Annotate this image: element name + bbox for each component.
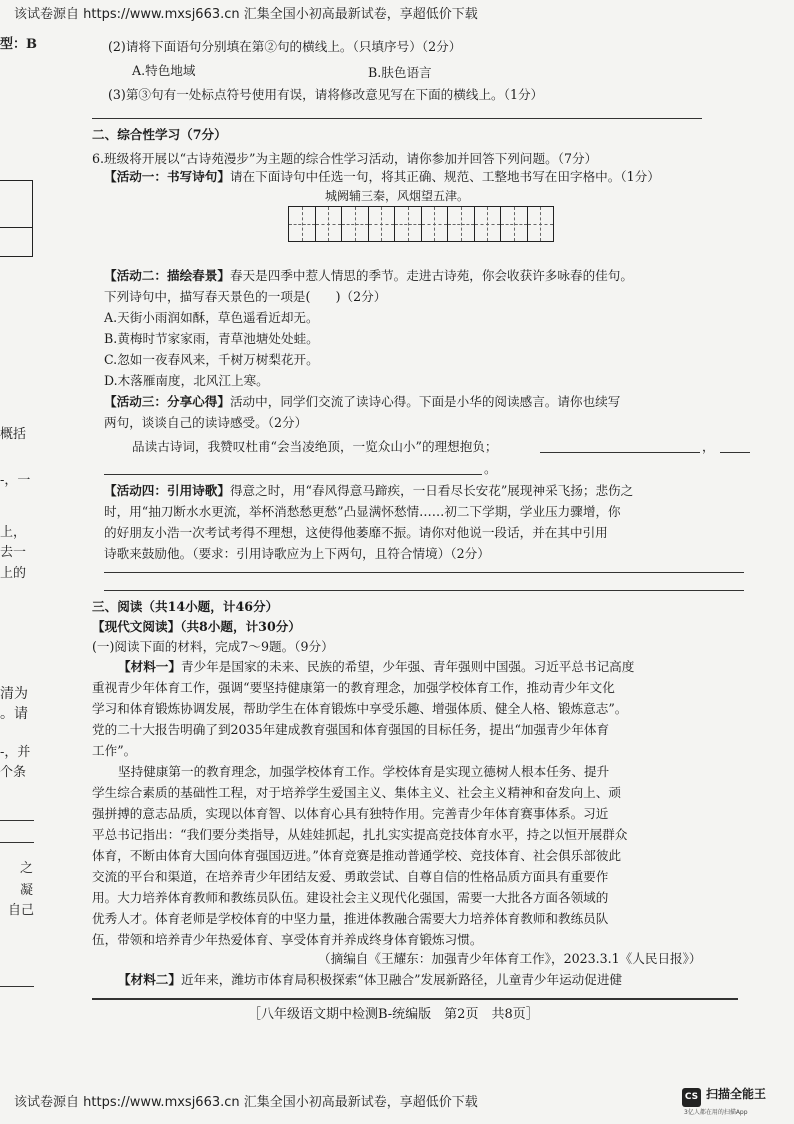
act2-question: 下列诗句中，描写春天景色的一项是( )（2分） — [104, 289, 387, 304]
footer-rule — [92, 998, 738, 1000]
act4-line-2: 时，用“抽刀断水水更流，举杯消愁愁更愁”凸显满怀愁情……初二下学期，学业压力骤增，你 — [104, 504, 621, 519]
part-1-heading: (一)阅读下面的材料，完成7～9题。（9分） — [92, 639, 334, 654]
grid-cell[interactable] — [528, 207, 554, 241]
grid-cell[interactable] — [501, 207, 528, 241]
q5-sub2: (2)请将下面语句分别填在第②句的横线上。（只填序号）（2分） — [108, 39, 462, 54]
scanner-tagline: 3亿人都在用的扫描App — [684, 1109, 748, 1116]
writing-grid[interactable] — [288, 206, 554, 242]
edge-text: -，一 — [0, 473, 31, 488]
grid-cell[interactable] — [342, 207, 369, 241]
grid-cell[interactable] — [448, 207, 475, 241]
edge-text: 。请 — [0, 706, 28, 722]
paragraph-line: 坚持健康第一的教育理念，加强学校体育工作。学校体育是实现立德树人根本任务、提升 — [118, 764, 610, 779]
act3-text-2: 两句，谈谈自己的读诗感受。（2分） — [104, 415, 308, 430]
watermark-bottom: 该试卷源自 https://www.mxsj663.cn 汇集全国小初高最新试卷，享超低价下载 — [14, 1095, 478, 1110]
material-1-line: 重视青少年体育工作，强调“要坚持健康第一的教育理念，加强学校体育工作，推动青少年文化 — [92, 680, 615, 695]
section-heading: 三、阅读（共14小题，计46分） — [92, 599, 279, 614]
material-tag: 【材料二】 — [118, 972, 181, 987]
edge-text: 概括 — [0, 427, 27, 442]
edge-box — [0, 226, 33, 257]
grid-cell[interactable] — [395, 207, 422, 241]
answer-blank[interactable] — [720, 452, 750, 453]
answer-line — [92, 118, 702, 119]
act3-sample: 品读古诗词，我赞叹杜甫“会当凌绝顶，一览众山小”的理想抱负； — [132, 439, 498, 454]
source-citation: （摘编自《王耀东：加强青少年体育工作》，2023.3.1《人民日报》） — [318, 951, 702, 966]
paragraph-line: 体育，不断由体育大国向体育强国迈进。”体育竞赛是推动普通学校、竞技体育、社会俱乐部彼此 — [92, 848, 622, 863]
paragraph-line: 伍，带领和培养青少年热爱体育、享受体育并养成终身体育锻炼习惯。 — [92, 932, 483, 947]
activity-tag: 【活动二：描绘春景】 — [104, 268, 230, 283]
activity-text: 请在下面诗句中任选一句，将其正确、规范、工整地书写在田字格中。（1分） — [229, 169, 660, 184]
edge-text: 凝 — [20, 883, 34, 898]
material-2-line — [118, 969, 622, 990]
q5-sub3: (3)第③句有一处标点符号使用有误，请将修改意见写在下面的横线上。（1分） — [108, 87, 544, 102]
edge-text: 之 — [20, 861, 34, 876]
answer-line[interactable] — [104, 590, 744, 591]
option-c: C.忽如一夜春风来，千树万树梨花开。 — [104, 352, 319, 367]
edge-rule — [0, 842, 34, 843]
activity-tag: 【活动四：引用诗歌】 — [104, 483, 230, 498]
comma-mark: ， — [702, 439, 715, 454]
option-b: B.黄梅时节家家雨，青草池塘处处蛙。 — [104, 331, 319, 346]
act4-line-3: 的好朋友小浩一次考试考得不理想，这使得他萎靡不振。请你对他说一段话，并在其中引用 — [104, 525, 608, 540]
watermark-top: 该试卷源自 https://www.mxsj663.cn 汇集全国小初高最新试卷，享超低价下载 — [14, 7, 478, 22]
grid-cell[interactable] — [289, 207, 316, 241]
poem-line: 城阙辅三秦，风烟望五津。 — [325, 189, 470, 203]
activity-tag: 【活动一：书写诗句】 — [104, 169, 230, 184]
activity-text: 春天是四季中惹人情思的季节。走进古诗苑，你会收获许多咏春的佳句。 — [229, 268, 633, 283]
grid-cell[interactable] — [316, 207, 343, 241]
activity-text: 得意之时，用“春风得意马蹄疾，一日看尽长安花”展现神采飞扬；悲伤之 — [229, 483, 634, 498]
activity-2 — [104, 265, 633, 286]
edge-text: 自己 — [8, 903, 35, 918]
edge-text: 清为 — [0, 686, 28, 702]
paragraph-line: 交流的平台和渠道，在培养青少年团结友爱、勇敢尝试、自尊自信的性格品质方面具有重要作 — [92, 869, 609, 884]
q5-option-a: A.特色地域 — [132, 63, 196, 78]
grid-cell[interactable] — [475, 207, 502, 241]
paragraph-line: 平总书记指出：“我们要分类指导，从娃娃抓起，扎扎实实提高竞技体育水平，持之以恒开展群众 — [92, 827, 628, 842]
scanner-app-name: 扫描全能王 — [706, 1087, 767, 1101]
edge-text: 个条 — [0, 765, 27, 780]
edge-text: 去一 — [0, 545, 27, 560]
material-text: 近年来，潍坊市体育局积极探索“体卫融合”发展新路径，儿童青少年运动促进健 — [180, 972, 623, 987]
q5-option-b: B.肤色语言 — [368, 65, 432, 80]
answer-blank[interactable] — [540, 452, 700, 453]
answer-line[interactable] — [104, 572, 744, 573]
activity-3 — [104, 391, 620, 412]
material-1-line — [118, 656, 634, 677]
material-1-line: 党的二十大报告明确了到2035年建成教育强国和体育强国的目标任务，提出“加强青少年体育 — [92, 722, 610, 737]
period-mark: 。 — [484, 461, 497, 476]
act4-line-4: 诗歌来鼓励他。（要求：引用诗歌应为上下两句，且符合情境）（2分） — [104, 546, 490, 561]
activity-tag: 【活动三：分享心得】 — [104, 394, 230, 409]
modern-reading-heading: 【现代文阅读】（共8小题，计30分） — [92, 619, 301, 634]
edge-text: 上， — [0, 525, 27, 540]
section-heading: 二、综合性学习（7分） — [92, 127, 227, 142]
activity-4 — [104, 480, 633, 501]
material-tag: 【材料一】 — [118, 659, 181, 674]
paragraph-line: 学生综合素质的基础性工程，对于培养学生爱国主义、集体主义、社会主义精神和奋发向上、顽 — [92, 785, 621, 800]
grid-cell[interactable] — [422, 207, 449, 241]
material-1-line: 工作”。 — [92, 743, 137, 758]
grid-cell[interactable] — [369, 207, 396, 241]
material-1-line: 学习和体育锻炼协调发展，帮助学生在体育锻炼中享受乐趣、增强体质、健全人格、锻炼意志”。 — [92, 701, 628, 716]
answer-blank[interactable] — [104, 474, 482, 475]
edge-text: 上的 — [0, 566, 27, 581]
edge-rule — [0, 820, 34, 821]
edge-text: -，并 — [0, 745, 31, 760]
edge-rule — [0, 986, 34, 987]
option-a: A.天街小雨润如酥，草色遥看近却无。 — [104, 310, 319, 325]
q6-stem: 6.班级将开展以“古诗苑漫步”为主题的综合性学习活动，请你参加并回答下列问题。（7分） — [92, 151, 598, 166]
edge-text: 型：B — [0, 37, 37, 52]
paragraph-line: 强拼搏的意志品质，实现以体育智、以体育心具有独特作用。完善青少年体育赛事体系。习近 — [92, 806, 609, 821]
option-d: D.木落雁南度，北风江上寒。 — [104, 373, 269, 388]
paragraph-line: 用。大力培养体育教师和教练员队伍。建设社会主义现代化强国，需要一大批各方面各领域的 — [92, 890, 609, 905]
material-text: 青少年是国家的未来、民族的希望，少年强、青年强则中国强。习近平总书记高度 — [180, 659, 635, 674]
activity-text: 活动中，同学们交流了读诗心得。下面是小华的阅读感言。请你也续写 — [229, 394, 621, 409]
scanner-logo-icon: CS — [682, 1088, 701, 1107]
activity-1 — [104, 166, 660, 187]
paragraph-line: 优秀人才。体育老师是学校体育的中坚力量，推进体教融合需要大力培养体育教师和教练员队 — [92, 911, 609, 926]
edge-box — [0, 180, 33, 228]
page-footer: ［八年级语文期中检测B-统编版 第2页 共8页］ — [248, 1007, 539, 1022]
